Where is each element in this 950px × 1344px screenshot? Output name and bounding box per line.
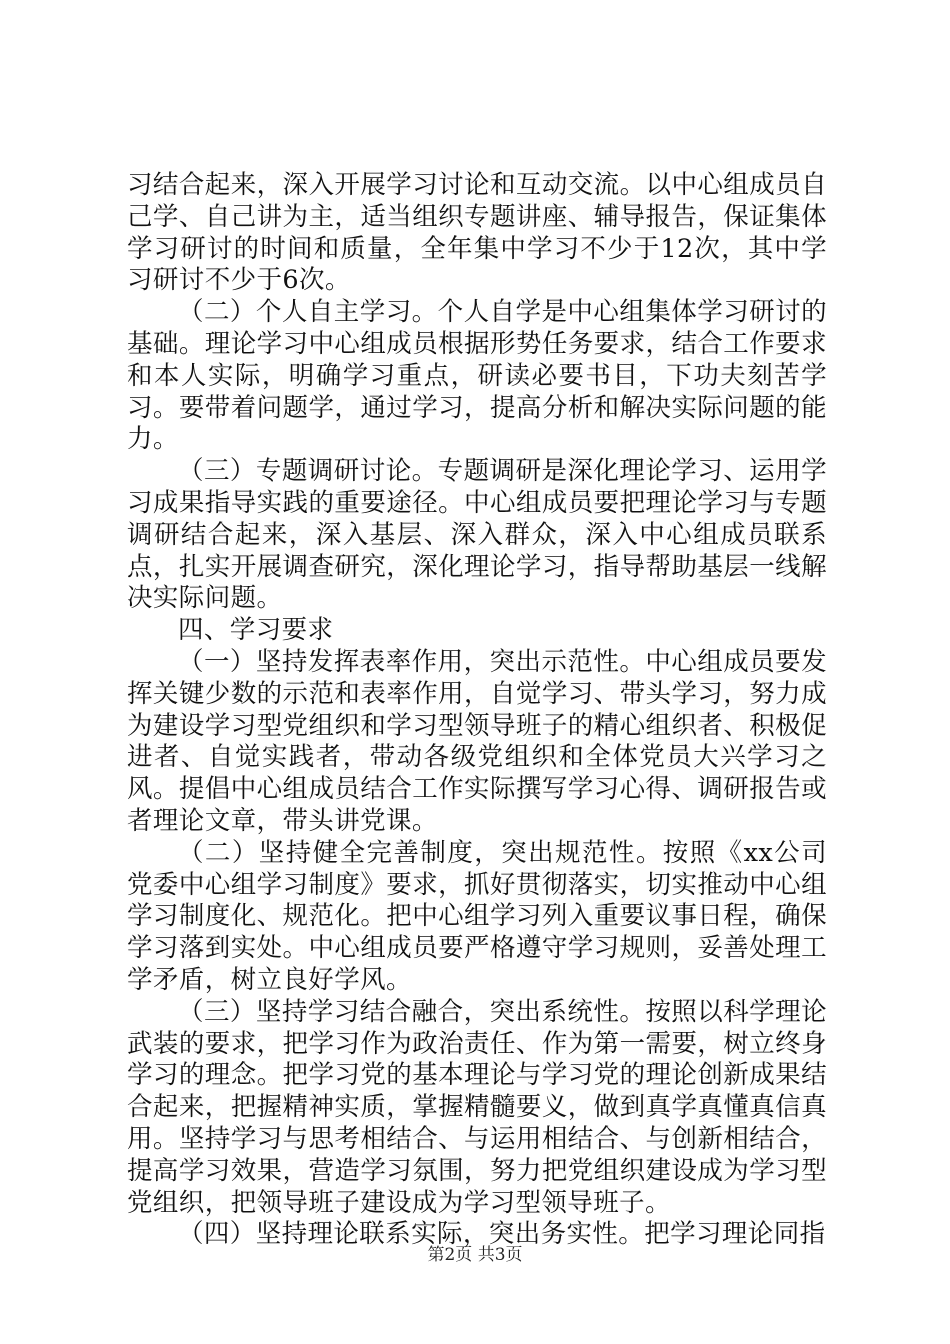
paragraph: （一）坚持发挥表率作用，突出示范性。中心组成员要发挥关键少数的示范和表率作用，自觉学习、带头学习，努力成为建设学习型党组织和学习型领导班子的精心组织者、积极促进者、自觉实践者，带动各级党组织和全体党员大兴学习之风。提倡中心组成员结合工作实际撰写学习心得、调研报告或者理论文章，带头讲党课。 <box>127 646 827 836</box>
paragraph: （二）个人自主学习。个人自学是中心组集体学习研讨的基础。理论学习中心组成员根据形势任务要求，结合工作要求和本人实际，明确学习重点，研读必要书目，下功夫刻苦学习。要带着问题学，通过学习，提高分析和解决实际问题的能力。 <box>127 297 827 455</box>
page-footer: 第2页 共3页 <box>427 1245 523 1265</box>
document-body <box>127 170 827 1251</box>
paragraph: 习结合起来，深入开展学习讨论和互动交流。以中心组成员自己学、自己讲为主，适当组织专题讲座、辅导报告，保证集体学习研讨的时间和质量，全年集中学习不少于12次，其中学习研讨不少于6次。 <box>127 170 827 296</box>
paragraph: （四）坚持理论联系实际，突出务实性。把学习理论同指 <box>178 1219 826 1250</box>
paragraph: （三）坚持学习结合融合，突出系统性。按照以科学理论武装的要求，把学习作为政治责任、作为第一需要，树立终身学习的理念。把学习党的基本理论与学习党的理论创新成果结合起来，把握精神实质，掌握精髓要义，做到真学真懂真信真用。坚持学习与思考相结合、与运用相结合、与创新相结合，提高学习效果，营造学习氛围，努力把党组织建设成为学习型党组织，把领导班子建设成为学习型领导班子。 <box>127 996 827 1218</box>
section-heading: 四、学习要求 <box>178 615 334 646</box>
paragraph: （二）坚持健全完善制度，突出规范性。按照《xx公司党委中心组学习制度》要求，抓好贯彻落实，切实推动中心组学习制度化、规范化。把中心组学习列入重要议事日程，确保学习落到实处。中心组成员要严格遵守学习规则，妥善处理工学矛盾，树立良好学风。 <box>127 837 827 995</box>
paragraph: （三）专题调研讨论。专题调研是深化理论学习、运用学习成果指导实践的重要途径。中心组成员要把理论学习与专题调研结合起来，深入基层、深入群众，深入中心组成员联系点，扎实开展调查研究，深化理论学习，指导帮助基层一线解决实际问题。 <box>127 456 827 614</box>
